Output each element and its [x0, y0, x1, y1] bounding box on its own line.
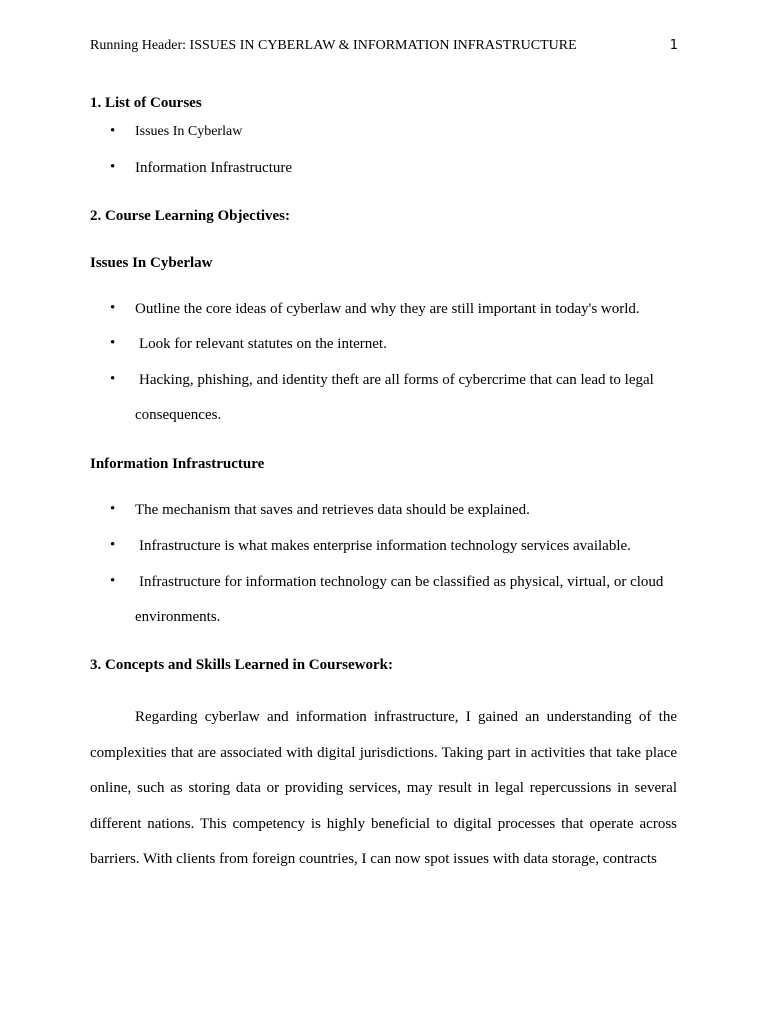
bullet-icon: •: [110, 371, 116, 387]
bullet-icon: •: [110, 123, 116, 139]
body-paragraph: Regarding cyberlaw and information infrastructure, I gained an understanding of the complexities that are associated with digital jurisdictions. Taking part in activities that take place online, such as storing data or providing services, may result in legal repercussions in several different nations. This competency is highly beneficial to digital processes that operate across barriers. With clients from foreign countries, I can now spot issues with data storage, contracts: [90, 709, 677, 867]
objective-item-continuation: consequences.: [135, 407, 222, 423]
objective-item: Outline the core ideas of cyberlaw and why they are still important in today's world.: [135, 301, 640, 317]
bullet-icon: •: [110, 573, 116, 589]
bullet-icon: •: [110, 537, 116, 553]
subheading-cyberlaw: Issues In Cyberlaw: [90, 255, 213, 271]
running-header: Running Header: ISSUES IN CYBERLAW & INFORMATION INFRASTRUCTURE: [90, 38, 577, 53]
page-header: [90, 37, 678, 55]
page-number: 1: [669, 38, 678, 53]
course-item: Information Infrastructure: [135, 160, 293, 176]
objective-item: Infrastructure for information technology can be classified as physical, virtual, or cloud: [139, 574, 664, 590]
bullet-icon: •: [110, 159, 116, 175]
course-item: Issues In Cyberlaw: [135, 124, 243, 139]
bullet-icon: •: [110, 501, 116, 517]
section-heading-objectives: 2. Course Learning Objectives:: [90, 208, 290, 224]
objective-item-continuation: environments.: [135, 609, 221, 625]
objective-item: Hacking, phishing, and identity theft are all forms of cybercrime that can lead to legal: [139, 372, 654, 388]
section-heading-concepts: 3. Concepts and Skills Learned in Coursework:: [90, 657, 393, 673]
objective-item: Look for relevant statutes on the internet.: [139, 336, 387, 352]
bullet-icon: •: [110, 335, 116, 351]
objective-item: Infrastructure is what makes enterprise information technology services available.: [139, 538, 631, 554]
subheading-infrastructure: Information Infrastructure: [90, 456, 265, 472]
section-heading-courses: 1. List of Courses: [90, 95, 202, 111]
bullet-icon: •: [110, 300, 116, 316]
objective-item: The mechanism that saves and retrieves data should be explained.: [135, 502, 530, 518]
